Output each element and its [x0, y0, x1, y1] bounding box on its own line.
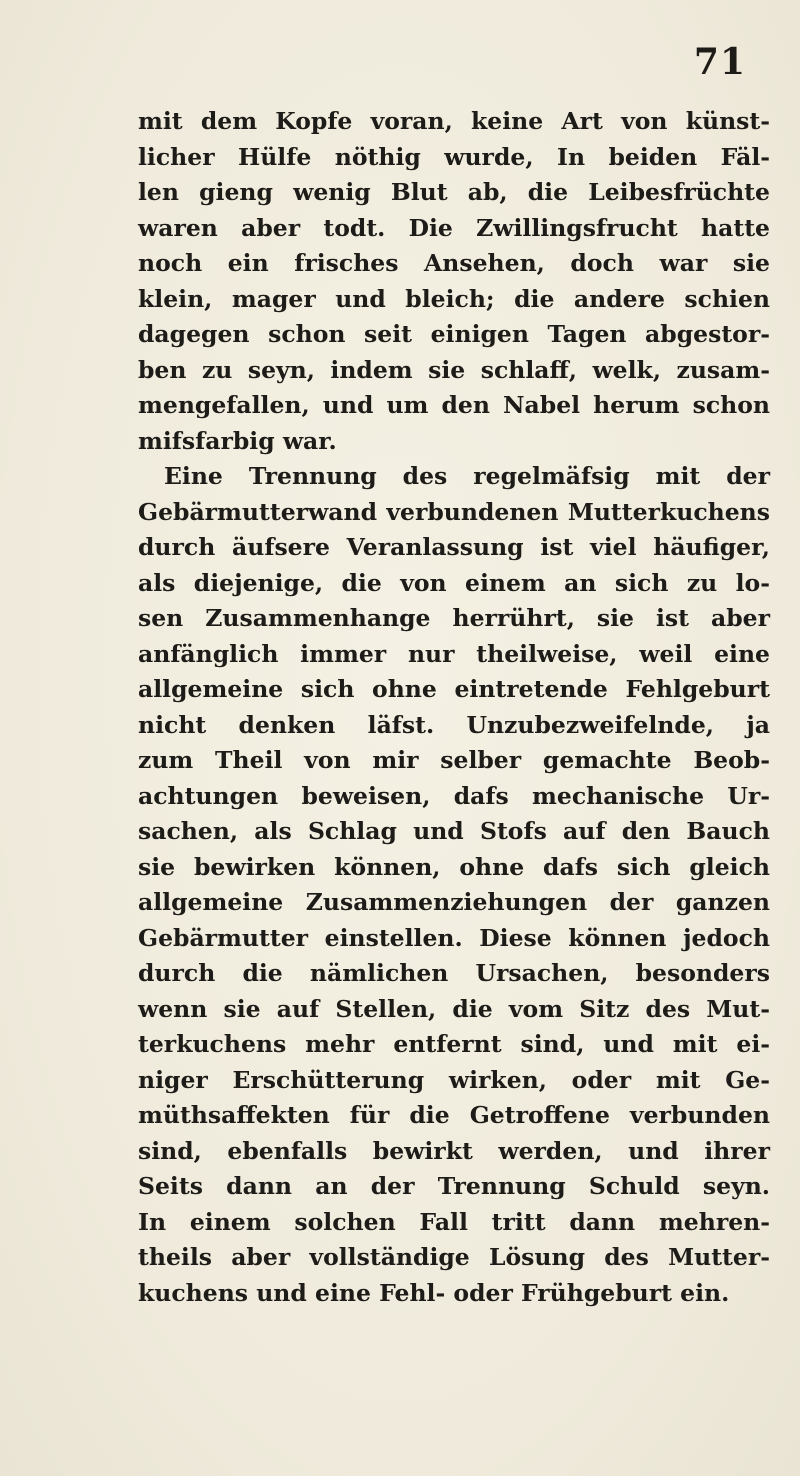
text-line: anfänglich immer nur theilweise, weil eine	[138, 639, 770, 668]
text-line: mifsfarbig war.	[138, 426, 337, 455]
text-line: achtungen beweisen, dafs mechanische Ur-	[138, 781, 770, 810]
text-line: Seits dann an der Trennung Schuld seyn.	[138, 1172, 770, 1200]
text-line: licher Hülfe nöthig wurde, In beiden Fäl-	[138, 142, 770, 171]
text-line: dagegen schon seit einigen Tagen abgestor-	[138, 320, 770, 348]
text-line: Gebärmutterwand verbundenen Mutterkuchens	[138, 497, 770, 526]
text-line: durch die nämlichen Ursachen, besonders	[138, 959, 770, 987]
text-line: zum Theil von mir selber gemachte Beob-	[138, 746, 770, 774]
page-number: 71	[693, 41, 746, 83]
text-line: sen Zusammenhange herrührt, sie ist aber	[138, 604, 770, 632]
text-line: sachen, als Schlag und Stofs auf den Bauch	[138, 817, 770, 845]
text-line: mit dem Kopfe voran, keine Art von künst-	[138, 107, 770, 135]
text-line: Gebärmutter einstellen. Diese können jedoch	[138, 923, 770, 952]
text-line: als diejenige, die von einem an sich zu lo-	[138, 568, 770, 597]
text-line: mengefallen, und um den Nabel herum schon	[138, 391, 770, 419]
text-line: klein, mager und bleich; die andere schien	[138, 284, 770, 313]
text-line: waren aber todt. Die Zwillingsfrucht hatte	[138, 213, 770, 242]
text-line: noch ein frisches Ansehen, doch war sie	[138, 249, 770, 277]
text-line: müthsaffekten für die Getroffene verbunden	[138, 1101, 770, 1129]
text-line: ben zu seyn, indem sie schlaff, welk, zusam-	[138, 355, 770, 384]
text-line: kuchens und eine Fehl- oder Frühgeburt ein.	[138, 1278, 730, 1307]
text-line: theils aber vollständige Lösung des Mutter-	[138, 1243, 770, 1271]
text-line: nicht denken läfst. Unzubezweifelnde, ja	[138, 710, 770, 739]
text-line: durch äufsere Veranlassung ist viel häufiger,	[138, 533, 770, 561]
text-line: terkuchens mehr entfernt sind, und mit ei-	[138, 1030, 770, 1058]
text-line: niger Erschütterung wirken, oder mit Ge-	[138, 1065, 770, 1094]
text-line: sie bewirken können, ohne dafs sich gleich	[138, 852, 770, 881]
text-line: allgemeine sich ohne eintretende Fehlgeburt	[138, 675, 770, 703]
text-line: sind, ebenfalls bewirkt werden, und ihrer	[138, 1136, 770, 1165]
text-line: wenn sie auf Stellen, die vom Sitz des Mut-	[138, 994, 770, 1023]
text-line: In einem solchen Fall tritt dann mehren-	[138, 1207, 770, 1236]
paragraph-first-line: Eine Trennung des regelmäfsig mit der	[164, 462, 770, 490]
text-line: allgemeine Zusammenziehungen der ganzen	[138, 888, 770, 916]
text-line: len gieng wenig Blut ab, die Leibesfrüchte	[138, 178, 770, 206]
body-text	[138, 104, 770, 1311]
